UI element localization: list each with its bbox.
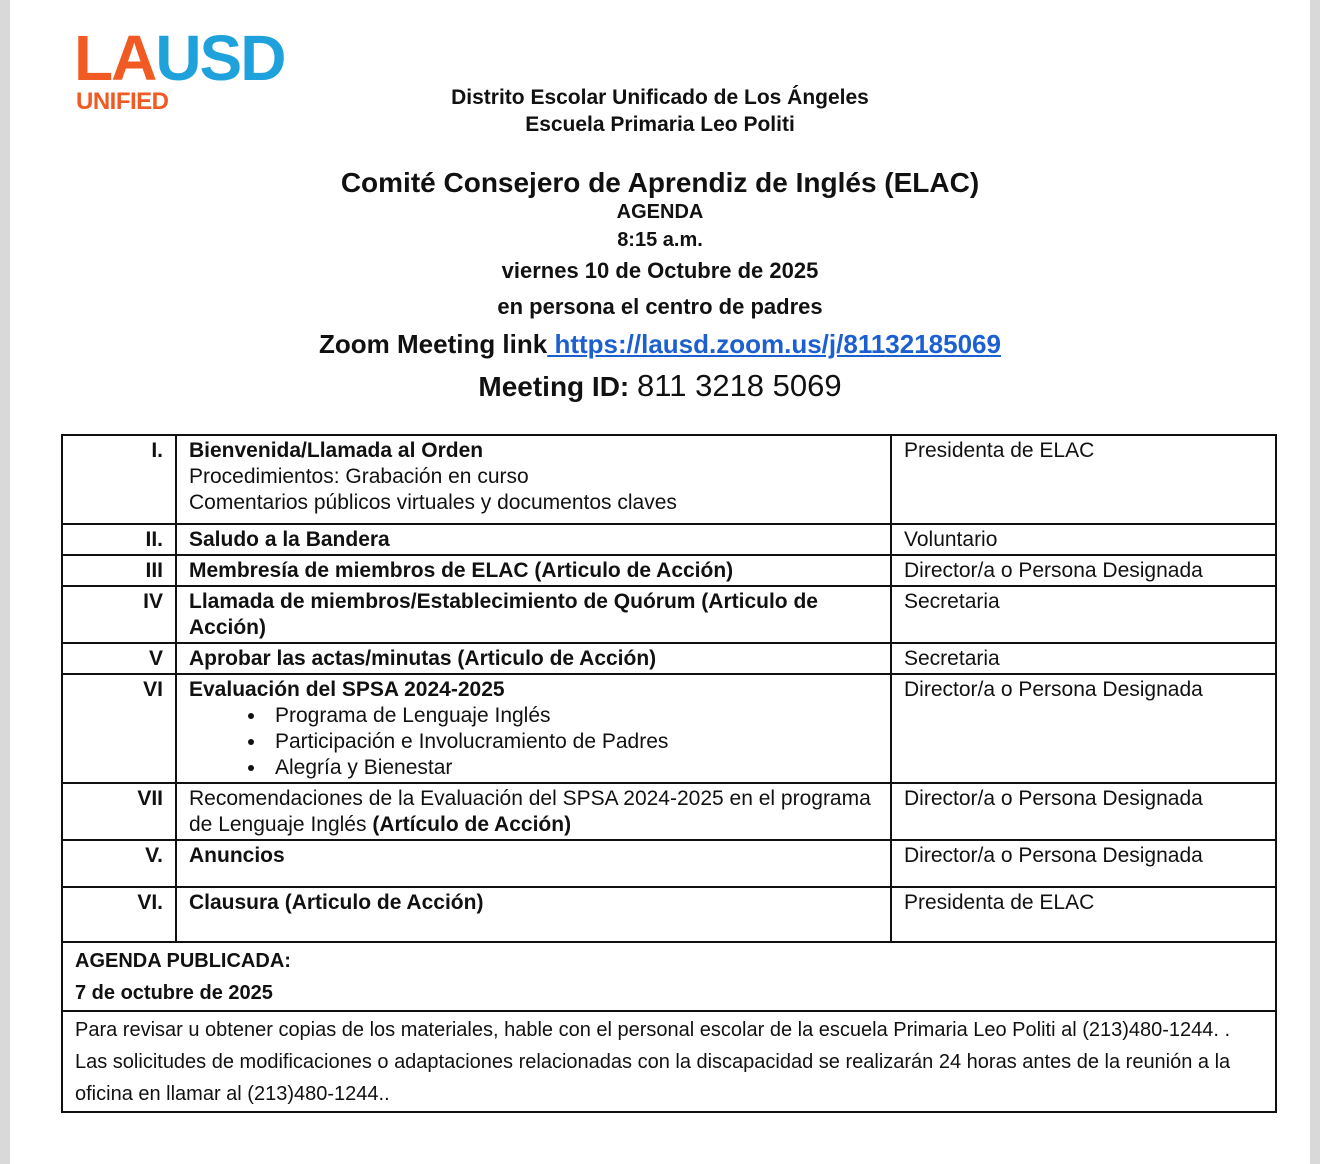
meeting-id-label: Meeting ID: <box>478 371 630 402</box>
item-responsible: Director/a o Persona Designada <box>891 555 1276 586</box>
meeting-id-value: 811 3218 5069 <box>637 368 842 403</box>
item-topic: Llamada de miembros/Establecimiento de Quórum (Articulo de Acción) <box>176 586 891 643</box>
committee-title: Comité Consejero de Aprendiz de Inglés (ELAC) <box>340 167 980 198</box>
item-topic: Membresía de miembros de ELAC (Articulo de Acción) <box>176 555 891 586</box>
list-item: • Participación e Involucramiento de Padres <box>267 729 878 755</box>
school-name: Escuela Primaria Leo Politi <box>525 113 795 136</box>
item-topic: Anuncios <box>176 840 891 887</box>
footer-note: Para revisar u obtener copias de los materiales, hable con el personal escolar de la escuela Primaria Leo Politi al (213)480-1244. . Las solicitudes de modificaciones o adaptaciones relacionadas con la discapacidad se realizarán 24 horas antes de la reunión a la oficina en llamar al (213)480-1244.. <box>62 1011 1276 1112</box>
agenda-posted <box>62 942 1276 1011</box>
footer-row <box>62 1011 1276 1112</box>
district-name: Distrito Escolar Unificado de Los Ángeles <box>451 86 869 109</box>
item-topic: Saludo a la Bandera <box>176 524 891 555</box>
item-number: IV <box>62 586 176 643</box>
zoom-label: Zoom Meeting link <box>319 329 548 359</box>
item-number: I. <box>62 435 176 524</box>
item-topic: Bienvenida/Llamada al Orden Procedimientos: Grabación en curso Comentarios públicos virtuales y documentos claves <box>176 435 891 524</box>
item-responsible: Secretaria <box>891 643 1276 674</box>
posted-row <box>62 942 1276 1011</box>
item-topic: Aprobar las actas/minutas (Articulo de Acción) <box>176 643 891 674</box>
item-number: VI <box>62 674 176 783</box>
item-topic: Recomendaciones de la Evaluación del SPSA 2024-2025 en el programa de Lenguaje Inglés (Artículo de Acción) <box>176 783 891 840</box>
item-responsible: Presidenta de ELAC <box>891 435 1276 524</box>
item-topic: Evaluación del SPSA 2024-2025 • Programa de Lenguaje Inglés • Participación e Involucramiento de Padres • Alegría y Bienestar <box>176 674 891 783</box>
zoom-line <box>0 329 1320 360</box>
item-responsible: Presidenta de ELAC <box>891 887 1276 942</box>
item-responsible: Director/a o Persona Designada <box>891 674 1276 783</box>
meeting-location: en persona el centro de padres <box>497 294 823 319</box>
item-number: V <box>62 643 176 674</box>
agenda-row <box>62 435 1276 524</box>
item-number: VII <box>62 783 176 840</box>
agenda-row <box>62 887 1276 942</box>
item-topic: Clausura (Articulo de Acción) <box>176 887 891 942</box>
logo-wordmark: LAUSD <box>74 22 285 94</box>
meeting-time: 8:15 a.m. <box>617 229 703 251</box>
meeting-date: viernes 10 de Octubre de 2025 <box>501 258 819 283</box>
agenda-table <box>61 434 1277 1113</box>
agenda-row <box>62 524 1276 555</box>
item-responsible: Secretaria <box>891 586 1276 643</box>
list-item: • Programa de Lenguaje Inglés <box>267 703 878 729</box>
agenda-row <box>62 643 1276 674</box>
item-number: III <box>62 555 176 586</box>
agenda-row <box>62 586 1276 643</box>
item-responsible: Director/a o Persona Designada <box>891 840 1276 887</box>
agenda-row <box>62 783 1276 840</box>
logo-subtitle: UNIFIED <box>76 88 169 115</box>
item-number: VI. <box>62 887 176 942</box>
agenda-row <box>62 840 1276 887</box>
bullet-list <box>189 703 878 781</box>
zoom-link[interactable]: https://lausd.zoom.us/j/81132185069 <box>547 329 1001 359</box>
item-responsible: Voluntario <box>891 524 1276 555</box>
item-number: II. <box>62 524 176 555</box>
posted-label: AGENDA PUBLICADA: <box>75 950 291 972</box>
item-responsible: Director/a o Persona Designada <box>891 783 1276 840</box>
item-number: V. <box>62 840 176 887</box>
list-item: • Alegría y Bienestar <box>267 755 878 781</box>
agenda-row <box>62 555 1276 586</box>
agenda-row <box>62 674 1276 783</box>
meeting-id-line <box>0 368 1320 404</box>
agenda-label: AGENDA <box>616 201 704 223</box>
posted-date: 7 de octubre de 2025 <box>75 982 273 1004</box>
